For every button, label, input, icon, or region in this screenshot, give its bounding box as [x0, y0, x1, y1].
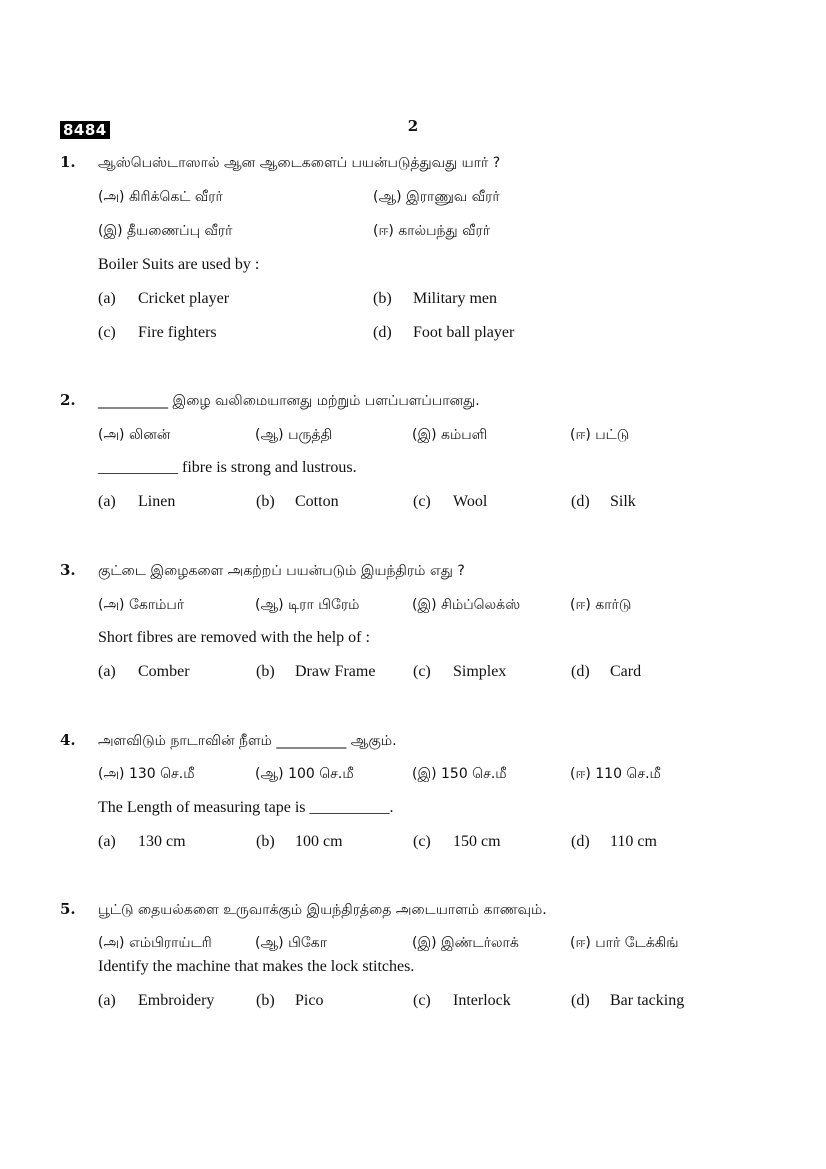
tamil-question: __________ இழை வலிமையானது மற்றும் பளப்பளப்பானது. — [98, 393, 480, 409]
option-label: (ஈ) — [570, 766, 591, 782]
tamil-question: ஆஸ்பெஸ்டாஸால் ஆன ஆடைகளைப் பயன்படுத்துவது யார் ? — [98, 155, 501, 171]
english-option-label: (d) — [571, 663, 590, 680]
english-option-label: (d) — [571, 992, 590, 1009]
option-text: கார்டு — [595, 597, 632, 613]
option-label: (அ) — [98, 766, 125, 782]
english-question: Short fibres are removed with the help of : — [98, 629, 370, 646]
english-option-label: (b) — [256, 663, 275, 680]
option-label: (ஆ) — [255, 766, 284, 782]
option-text: 150 செ.மீ — [441, 766, 507, 782]
question-number: 1. — [60, 153, 76, 171]
english-option-label: (c) — [413, 833, 431, 850]
tamil-option — [98, 595, 184, 615]
english-option-label: (a) — [98, 663, 116, 680]
option-text: 130 செ.மீ — [128, 766, 195, 782]
question-number: 4. — [60, 731, 76, 749]
option-text: கம்பளி — [441, 427, 488, 443]
english-option-label: (b) — [373, 290, 392, 307]
english-option-text: Cricket player — [138, 290, 230, 307]
english-option-label: (d) — [571, 833, 590, 850]
option-text: தீயணைப்பு வீரர் — [127, 223, 233, 239]
option-label: (அ) — [98, 597, 125, 613]
tamil-option — [255, 595, 359, 615]
option-label: (இ) — [412, 935, 437, 951]
option-label: (ஈ) — [570, 597, 591, 613]
tamil-option — [412, 425, 487, 445]
option-text: சிம்ப்லெக்ஸ் — [441, 597, 521, 613]
tamil-question: குட்டை இழைகளை அகற்றப் பயன்படும் இயந்திரம் எது ? — [98, 563, 465, 579]
english-option-label: (c) — [413, 493, 431, 510]
option-label: (அ) — [98, 189, 125, 205]
english-option-label: (b) — [256, 992, 275, 1009]
option-label: (இ) — [412, 427, 437, 443]
option-text: பிகோ — [288, 935, 328, 951]
tamil-option — [412, 595, 520, 615]
english-option-text: Embroidery — [138, 992, 215, 1009]
english-option-text: Simplex — [453, 663, 507, 680]
option-text: பட்டு — [595, 427, 630, 443]
english-option-text: Foot ball player — [413, 324, 515, 341]
option-label: (அ) — [98, 427, 125, 443]
question-number: 3. — [60, 561, 76, 579]
tamil-option — [570, 595, 631, 615]
english-option-label: (a) — [98, 992, 116, 1009]
english-option-text: Draw Frame — [295, 663, 376, 680]
english-option-text: Silk — [610, 493, 636, 510]
english-option-text: Comber — [138, 663, 190, 680]
option-text: கோம்பர் — [128, 597, 185, 613]
english-option-text: 130 cm — [138, 833, 186, 850]
english-option-label: (b) — [256, 493, 275, 510]
option-label: (ஈ) — [570, 427, 591, 443]
option-text: கால்பந்து வீரர் — [398, 223, 491, 239]
english-question: Boiler Suits are used by : — [98, 256, 260, 273]
tamil-question: அளவிடும் நாடாவின் நீளம் __________ ஆகும். — [98, 733, 397, 749]
english-option-label: (d) — [571, 493, 590, 510]
option-label: (இ) — [98, 223, 123, 239]
tamil-option — [255, 764, 354, 784]
english-option-text: Linen — [138, 493, 176, 510]
english-option-label: (a) — [98, 290, 116, 307]
english-option-text: Card — [610, 663, 642, 680]
tamil-option — [412, 764, 507, 784]
english-option-label: (c) — [413, 992, 431, 1009]
tamil-option — [255, 425, 332, 445]
tamil-option — [98, 221, 232, 241]
paper-code: 8484 — [60, 121, 110, 139]
english-option-text: Fire fighters — [138, 324, 217, 341]
english-option-text: 150 cm — [453, 833, 501, 850]
option-label: (ஆ) — [255, 935, 284, 951]
option-text: கிரிக்கெட் வீரர் — [128, 189, 223, 205]
option-label: (ஆ) — [373, 189, 402, 205]
tamil-option — [98, 764, 195, 784]
tamil-option — [373, 221, 490, 241]
question-number: 2. — [60, 391, 76, 409]
option-text: இராணுவ வீரர் — [406, 189, 500, 205]
tamil-option — [98, 425, 170, 445]
option-text: லினன் — [128, 427, 171, 443]
english-option-text: Wool — [453, 493, 488, 510]
option-text: 110 செ.மீ — [595, 766, 661, 782]
tamil-option — [98, 187, 223, 207]
tamil-option — [255, 933, 327, 953]
option-text: 100 செ.மீ — [288, 766, 354, 782]
tamil-option — [373, 187, 500, 207]
option-label: (ஆ) — [255, 427, 284, 443]
tamil-option — [570, 933, 679, 953]
english-question: __________ fibre is strong and lustrous. — [98, 459, 357, 476]
option-label: (ஈ) — [373, 223, 394, 239]
english-question: The Length of measuring tape is __________. — [98, 799, 394, 816]
english-option-label: (c) — [413, 663, 431, 680]
english-option-label: (a) — [98, 493, 116, 510]
tamil-option — [412, 933, 519, 953]
page-number: 2 — [407, 117, 419, 135]
option-label: (இ) — [412, 597, 437, 613]
option-label: (அ) — [98, 935, 125, 951]
english-option-text: 110 cm — [610, 833, 657, 850]
english-option-text: Military men — [413, 290, 497, 307]
tamil-option — [570, 425, 629, 445]
english-option-text: Cotton — [295, 493, 339, 510]
tamil-option — [570, 764, 661, 784]
option-text: பார் டேக்கிங் — [595, 935, 679, 951]
option-label: (ஆ) — [255, 597, 284, 613]
english-option-text: Bar tacking — [610, 992, 685, 1009]
english-option-label: (a) — [98, 833, 116, 850]
option-label: (இ) — [412, 766, 437, 782]
english-option-label: (d) — [373, 324, 392, 341]
option-label: (ஈ) — [570, 935, 591, 951]
english-option-label: (c) — [98, 324, 116, 341]
english-option-text: Pico — [295, 992, 324, 1009]
option-text: பருத்தி — [288, 427, 333, 443]
english-option-label: (b) — [256, 833, 275, 850]
tamil-option — [98, 933, 212, 953]
option-text: டிரா பிரேம் — [288, 597, 360, 613]
tamil-question: பூட்டு தையல்களை உருவாக்கும் இயந்திரத்தை அடையாளம் காணவும். — [98, 902, 547, 918]
question-number: 5. — [60, 900, 76, 918]
english-option-text: 100 cm — [295, 833, 343, 850]
option-text: எம்பிராய்டரி — [128, 935, 212, 951]
english-option-text: Interlock — [453, 992, 511, 1009]
option-text: இண்டர்லாக் — [441, 935, 519, 951]
english-question: Identify the machine that makes the lock stitches. — [98, 958, 415, 975]
